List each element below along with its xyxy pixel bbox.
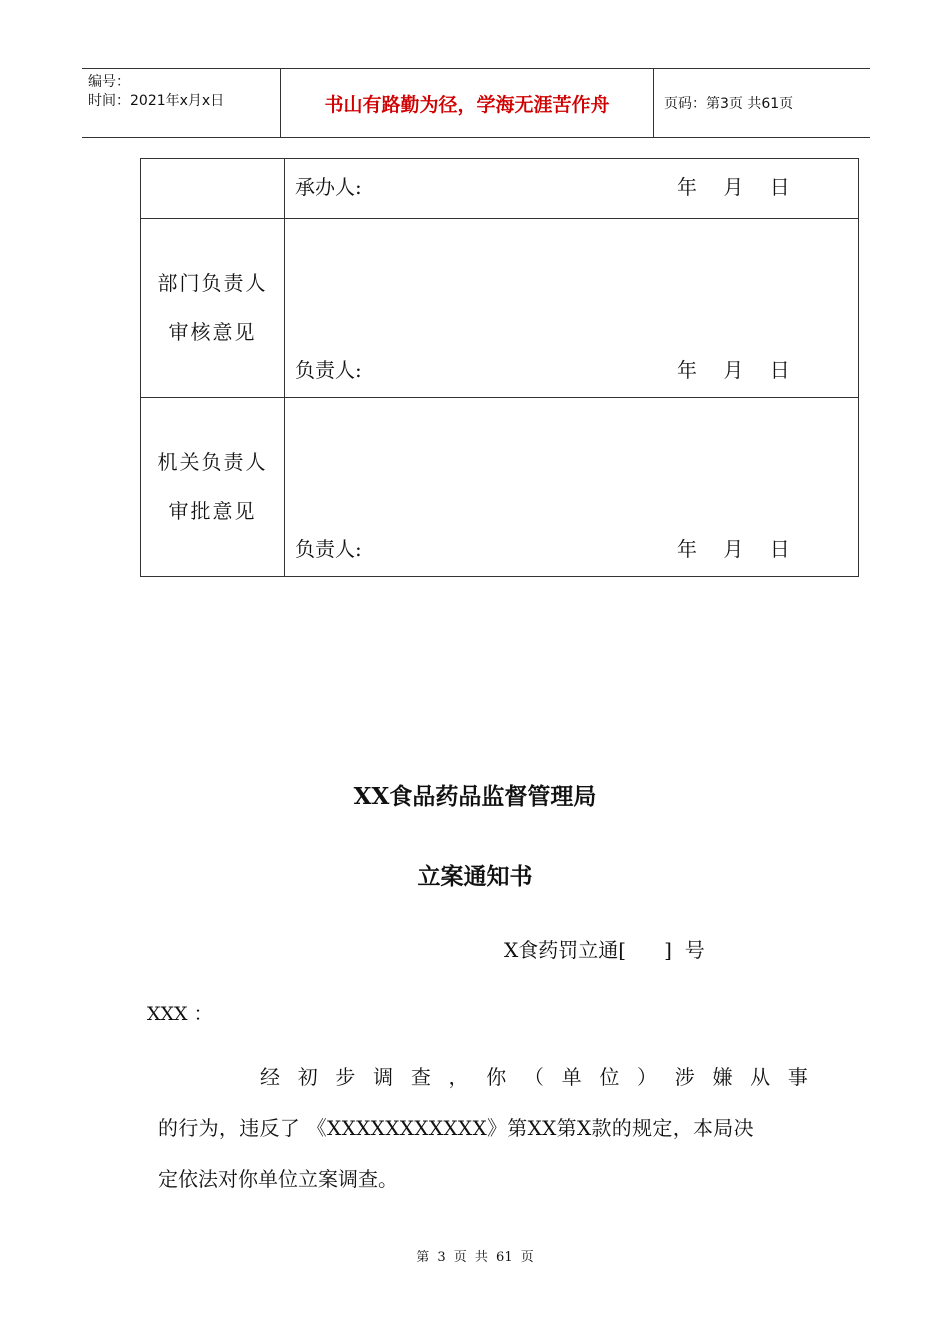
org-label-line1: 机关负责人	[157, 450, 268, 474]
body-char: （	[523, 1065, 544, 1089]
page-header	[82, 68, 870, 138]
date-placeholder: 年 月 日	[677, 358, 790, 382]
body-char: 初	[297, 1065, 318, 1089]
opinion-cell	[285, 219, 859, 398]
table-row	[141, 398, 859, 577]
header-motto: 书山有路勤为径，学海无涯苦作舟	[281, 69, 654, 137]
table-row	[141, 219, 859, 398]
document-number: X食药罚立通[ ] 号	[504, 938, 705, 962]
org-signer-label: 负责人:	[295, 537, 362, 561]
org-label-line2: 审批意见	[168, 499, 257, 523]
opinion-cell	[285, 159, 859, 219]
approval-table	[140, 158, 859, 577]
table-row	[141, 159, 859, 219]
body-char: ，	[448, 1065, 469, 1089]
body-line-1	[158, 1052, 808, 1103]
number-label: 编号：	[88, 74, 130, 90]
row-label	[141, 398, 285, 577]
row-label	[141, 159, 285, 219]
date-placeholder: 年 月 日	[677, 537, 790, 561]
dept-signer-label: 负责人:	[295, 358, 362, 382]
handler-label: 承办人:	[295, 175, 362, 199]
time-label: 时间：2021年x月x日	[88, 93, 225, 109]
page-footer: 第 3 页 共 61 页	[416, 1250, 534, 1265]
body-char: 涉	[674, 1065, 695, 1089]
body-line-3: 定依法对你单位立案调查。	[158, 1167, 398, 1191]
row-label	[141, 219, 285, 398]
body-char: 查	[410, 1065, 431, 1089]
addressee: XXX ：	[147, 1003, 213, 1025]
header-meta	[82, 69, 281, 137]
body-char: 你	[486, 1065, 507, 1089]
header-page-info: 页码：第3页 共61页	[664, 96, 794, 112]
organization-name: XX食品药品监督管理局	[353, 783, 597, 810]
body-char: 位	[599, 1065, 620, 1089]
document-title: 立案通知书	[417, 863, 533, 890]
body-char: 嫌	[712, 1065, 733, 1089]
opinion-cell	[285, 398, 859, 577]
dept-label-line1: 部门负责人	[157, 271, 268, 295]
body-char: 事	[787, 1065, 808, 1089]
body-line-2: 的行为，违反了 《XXXXXXXXXXX》第XX第X款的规定，本局决	[158, 1116, 754, 1140]
body-char: ）	[637, 1065, 658, 1089]
notice-body	[158, 1052, 808, 1205]
body-char: 步	[335, 1065, 356, 1089]
dept-label-line2: 审核意见	[168, 320, 257, 344]
body-char: 经	[260, 1065, 280, 1089]
date-placeholder: 年 月 日	[677, 175, 790, 199]
body-char: 从	[750, 1065, 771, 1089]
body-char: 调	[373, 1065, 394, 1089]
body-char: 单	[561, 1065, 582, 1089]
